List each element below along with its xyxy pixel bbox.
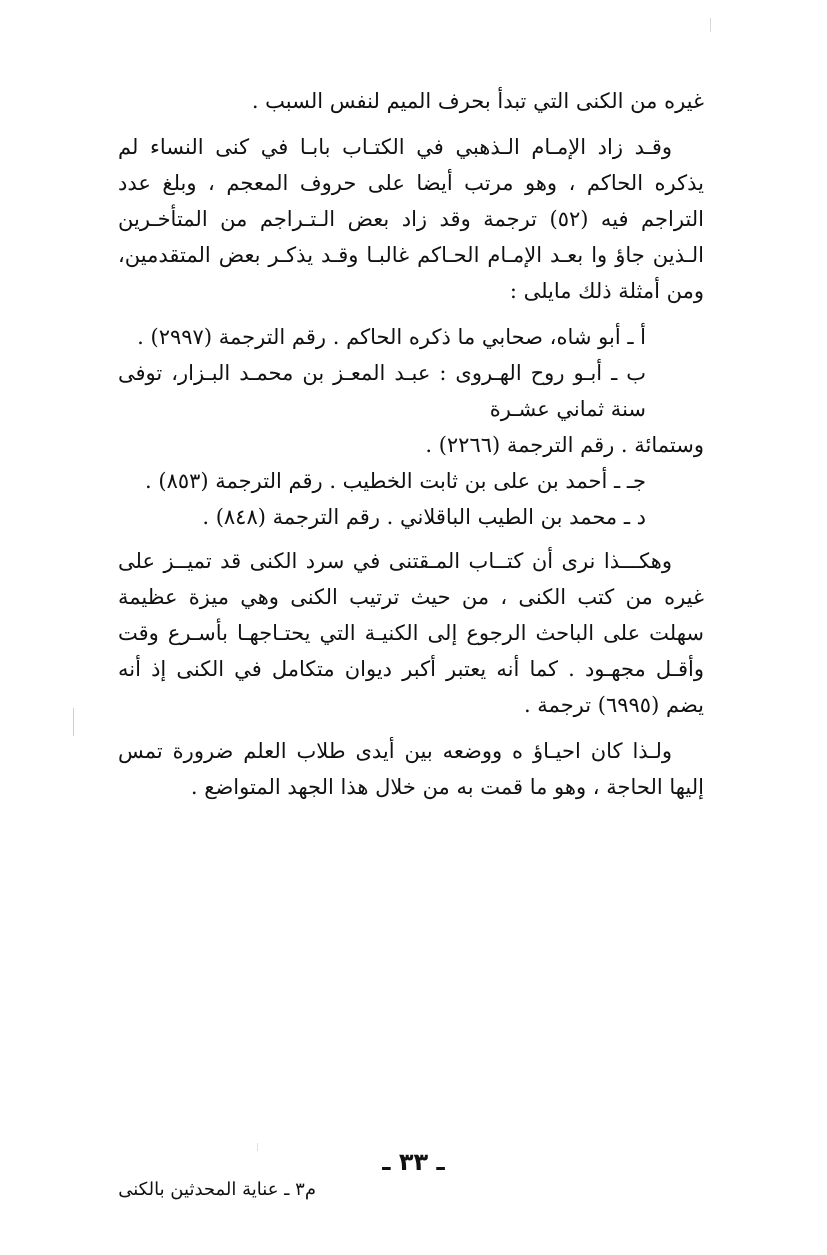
page-number: ـ ٣٣ ـ [382, 1148, 445, 1176]
opening-line: غيره من الكنى التي تبدأ بحرف الميم لنفس السبب . [251, 89, 704, 113]
scan-mark-left [73, 708, 74, 736]
list-item-b [118, 355, 704, 463]
list-item-d: د ـ محمد بن الطيب الباقلاني . رقم الترجمة (٨٤٨) . [202, 505, 646, 529]
list-item-c: جـ ـ أحمد بن على بن ثابت الخطيب . رقم الترجمة (٨٥٣) . [145, 469, 646, 493]
paragraph-conclusion: ولـذا كان احيـاؤ ه ووضعه بين أيدى طلاب العلم ضرورة تمس إليها الحاجة ، وهو ما قمت به من خلال هذا الجهد المتواضع . [118, 739, 704, 799]
paragraph-additions: وقـد زاد الإمـام الـذهبي في الكتـاب بابـا في كنى النساء لم يذكره الحاكم ، وهو مرتب أيضا على حروف المعجم ، وبلغ عدد التراجم فيه (٥٢) ترجمة وقد زاد بعض الـتـراجم من المتأخـرين الـذين جاؤ وا بعـد الإمـام الحـاكم غالبـا وقـد يذكـر بعض المتقدمين، ومن أمثلة ذلك مايلى : [118, 135, 704, 303]
main-text-block [118, 83, 704, 815]
scan-mark-top [710, 18, 711, 32]
list-item-a: أ ـ أبو شاه، صحابي ما ذكره الحاكم . رقم الترجمة (٢٩٩٧) . [137, 325, 646, 349]
footer-signature: م٣ ـ عناية المحدثين بالكنى [118, 1179, 316, 1200]
list-item-b-second-line: وستمائة . رقم الترجمة (٢٢٦٦) . [425, 433, 704, 457]
list-item-b-first-line: ب ـ أبـو روح الهـروى : عبـد المعـز بن محمـد البـزار، توفى سنة ثماني عشـرة [118, 361, 646, 421]
paragraph-book-merit: وهكـــذا نرى أن كتــاب المـقتنى في سرد الكنى قد تميــز على غيره من كتب الكنى ، من حيث ترتيب الكنى وهي ميزة عظيمة سهلت على الباحث الرجوع إلى الكنيـة التي يحتـاجهـا بأسـرع وقت وأقـل مجهـود . كما أنه يعتبر أكبر ديوان متكامل في الكنى إذ أنه يضم (٦٩٩٥) ترجمة . [118, 549, 704, 717]
